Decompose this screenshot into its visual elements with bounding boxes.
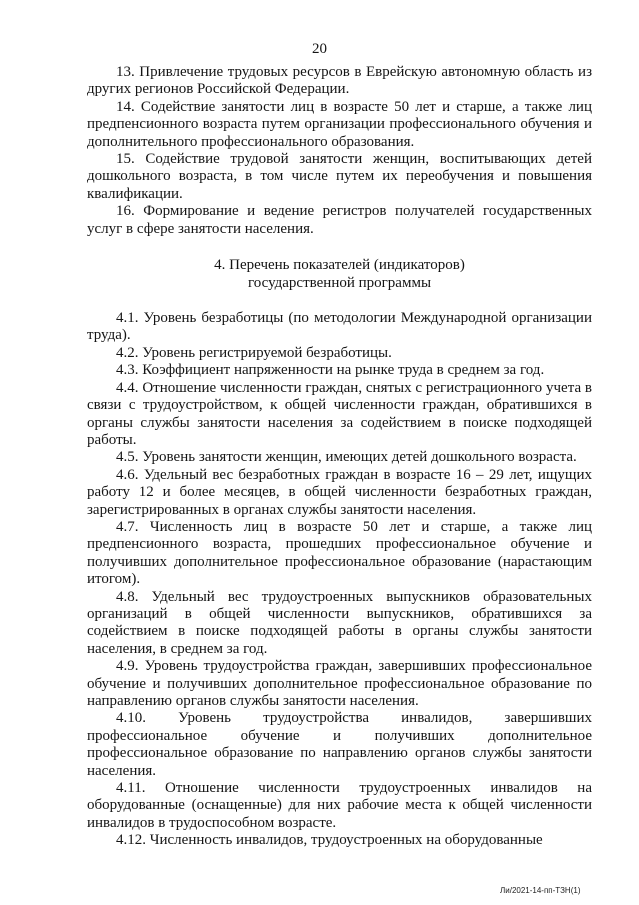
indicator-4-8: 4.8. Удельный вес трудоустроенных выпускников образовательных организаций в общей численности выпускников, обратившихся за содействием в поиске подходящей работы в органы службы занятости населения, в среднем за год.: [87, 588, 592, 657]
indicator-4-5: 4.5. Уровень занятости женщин, имеющих детей дошкольного возраста.: [116, 449, 577, 466]
section-heading: [87, 256, 592, 292]
indicator-4-10: 4.10. Уровень трудоустройства инвалидов, завершивших профессиональное обучение и получивших дополнительное профессиональное образование по направлению органов службы занятости населения.: [87, 710, 592, 779]
indicator-4-3: 4.3. Коэффициент напряженности на рынке труда в среднем за год.: [116, 362, 545, 379]
document-body: [87, 64, 592, 850]
indicator-4-6: 4.6. Удельный вес безработных граждан в возрасте 16 – 29 лет, ищущих работу 12 и более месяцев, в общей численности безработных граждан, зарегистрированных в органах службы занятости населения.: [87, 466, 592, 518]
indicator-4-7: 4.7. Численность лиц в возрасте 50 лет и старше, а также лиц предпенсионного возраста, прошедших профессиональное обучение и получивших дополнительное профессиональное образование (нарастающим итогом).: [87, 518, 592, 588]
indicator-4-12: 4.12. Численность инвалидов, трудоустроенных на оборудованные: [116, 832, 543, 849]
paragraph-item-16: 16. Формирование и ведение регистров получателей государственных услуг в сфере занятости населения.: [87, 203, 592, 237]
page-number: 20: [312, 41, 327, 57]
paragraph-item-14: 14. Содействие занятости лиц в возрасте 50 лет и старше, а также лиц предпенсионного возраста путем организации профессионального обучения и дополнительного профессионального образования.: [87, 98, 592, 150]
indicator-4-2: 4.2. Уровень регистрируемой безработицы.: [116, 344, 392, 361]
indicator-4-4: 4.4. Отношение численности граждан, снятых с регистрационного учета в связи с трудоустройством, к общей численности граждан, обратившихся в органы службы занятости населения за содействием в поиске подходящей работы.: [87, 379, 592, 448]
section-heading-line-2: государственной программы: [247, 275, 432, 292]
document-footer-code: Ли/2021-14-пп-ТЗН(1): [500, 886, 581, 895]
paragraph-item-15: 15. Содействие трудовой занятости женщин, воспитывающих детей дошкольного возраста, в том числе путем их переобучения и повышения квалификации.: [87, 151, 592, 202]
section-heading-line-1: 4. Перечень показателей (индикаторов): [214, 257, 465, 274]
indicator-4-1: 4.1. Уровень безработицы (по методологии Международной организации труда).: [87, 310, 592, 344]
indicator-4-9: 4.9. Уровень трудоустройства граждан, завершивших профессиональное обучение и получивших дополнительное профессиональное образование по направлению органов службы занятости населения.: [87, 658, 592, 709]
paragraph-item-13: 13. Привлечение трудовых ресурсов в Еврейскую автономную область из других регионов Российской Федерации.: [87, 64, 592, 98]
indicator-4-11: 4.11. Отношение численности трудоустроенных инвалидов на оборудованные (оснащенные) для них рабочие места к общей численности инвалидов в трудоспособном возрасте.: [87, 780, 592, 831]
